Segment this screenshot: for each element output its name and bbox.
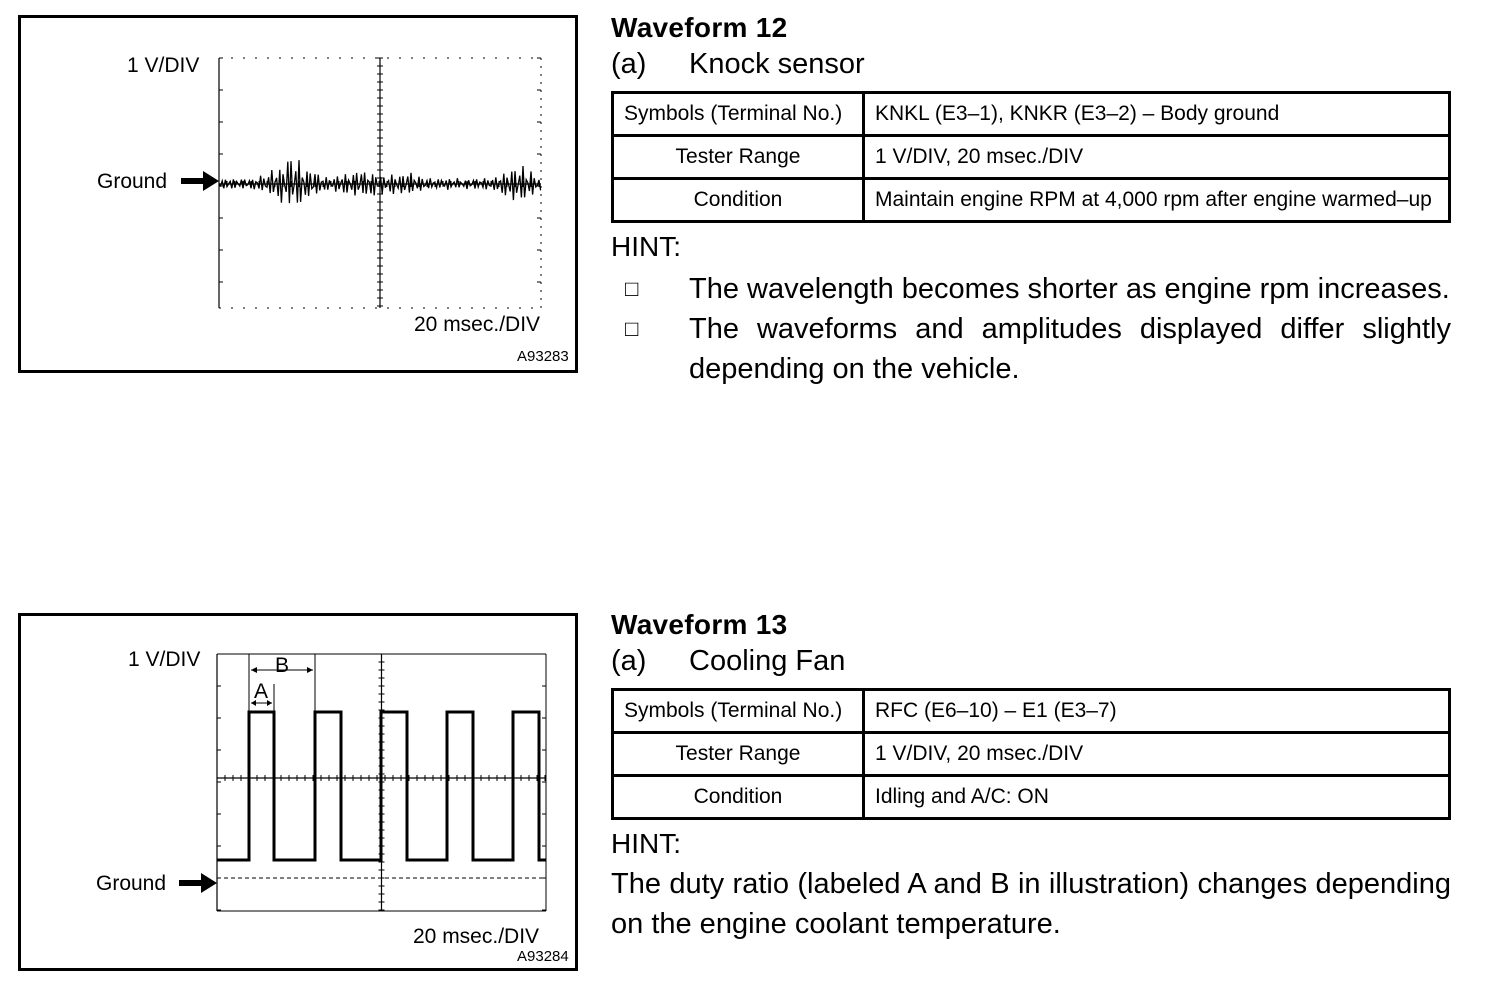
row-key: Symbols (Terminal No.) (613, 93, 864, 136)
section-title: Waveform 12 (611, 12, 788, 43)
marker-b-label: B (275, 654, 290, 677)
table-row (613, 93, 1450, 136)
voltage-scale-label: 1 V/DIV (127, 54, 200, 77)
bullet-text: The waveforms and amplitudes displayed differ slightly depending on the vehicle. (689, 313, 1451, 385)
table-row (613, 776, 1450, 819)
section-subtitle (611, 645, 1453, 678)
row-key: Tester Range (613, 733, 864, 776)
row-key: Condition (613, 776, 864, 819)
waveform-12-section (611, 12, 1453, 389)
voltage-scale-label: 1 V/DIV (128, 648, 201, 671)
row-key: Symbols (Terminal No.) (613, 690, 864, 733)
row-value: Maintain engine RPM at 4,000 rpm after engine warmed–up (864, 179, 1450, 222)
checkbox-square-icon: □ (625, 276, 639, 301)
spec-table (611, 91, 1451, 223)
waveform-12-figure (18, 15, 578, 373)
marker-a-label: A (254, 680, 269, 703)
subtitle-text: Cooling Fan (689, 645, 846, 677)
row-value: RFC (E6–10) – E1 (E3–7) (864, 690, 1450, 733)
row-key: Tester Range (613, 136, 864, 179)
ground-label: Ground (97, 170, 168, 193)
checkbox-square-icon: □ (625, 316, 639, 341)
list-item (611, 309, 1453, 389)
row-value: Idling and A/C: ON (864, 776, 1450, 819)
figure-code: A93283 (517, 348, 569, 365)
list-item (611, 269, 1453, 309)
subtitle-tag: (a) (611, 645, 647, 677)
section-subtitle (611, 48, 1453, 81)
spec-table (611, 688, 1451, 820)
bullet-text: The wavelength becomes shorter as engine rpm increases. (689, 273, 1450, 305)
waveform-13-figure (18, 613, 578, 971)
ground-label: Ground (96, 872, 167, 895)
time-scale-label: 20 msec./DIV (414, 313, 541, 336)
section-title: Waveform 13 (611, 609, 788, 640)
table-row (613, 690, 1450, 733)
hint-label: HINT: (611, 828, 681, 859)
time-scale-label: 20 msec./DIV (413, 925, 540, 948)
waveform-13-section (611, 609, 1453, 944)
ground-arrow-icon (181, 169, 221, 193)
figure-code: A93284 (517, 948, 569, 965)
hint-label: HINT: (611, 231, 681, 262)
table-row (613, 179, 1450, 222)
hint-paragraph: The duty ratio (labeled A and B in illustration) changes depending on the engine coolant temperature. (611, 868, 1451, 940)
table-row (613, 733, 1450, 776)
row-value: 1 V/DIV, 20 msec./DIV (864, 136, 1450, 179)
row-value: 1 V/DIV, 20 msec./DIV (864, 733, 1450, 776)
row-value: KNKL (E3–1), KNKR (E3–2) – Body ground (864, 93, 1450, 136)
row-key: Condition (613, 179, 864, 222)
fan-duty-trace (217, 712, 546, 860)
subtitle-text: Knock sensor (689, 48, 865, 80)
table-row (613, 136, 1450, 179)
cooling-fan-oscilloscope (21, 616, 575, 968)
hint-bullets (611, 269, 1453, 389)
subtitle-tag: (a) (611, 48, 647, 80)
ground-arrow-icon (179, 871, 219, 895)
